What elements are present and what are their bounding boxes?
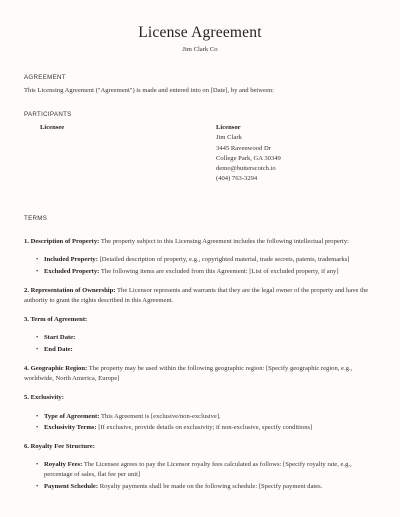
clause-1 — [24, 237, 376, 277]
clause-bullet-item — [38, 345, 376, 355]
clause-bullet-list — [24, 255, 376, 276]
licensee-column — [24, 123, 200, 184]
clause-paragraph — [24, 286, 376, 306]
bullet-text: This Agreement is [exclusive/non-exclusive]. — [100, 412, 221, 420]
bullet-text: The following items are excluded from this Agreement: [List of excluded property, if any] — [100, 267, 339, 275]
clause-text: The property subject to this Licensing Agreement includes the following intellectual property: — [100, 238, 349, 246]
licensor-email: demo@butterscotch.io — [216, 165, 276, 173]
clause-bullet-item — [38, 255, 376, 265]
bullet-label: Start Date: — [44, 334, 76, 342]
agreement-intro: This Licensing Agreement ("Agreement") is made and entered into on [Date], by and between: — [24, 87, 274, 95]
bullet-text: The Licensee agrees to pay the Licensor royalty fees calculated as follows: [Specify royalty rate, e.g., percentage of sales, flat fee per unit] — [44, 461, 352, 479]
clause-paragraph — [24, 237, 376, 247]
clause-2 — [24, 286, 376, 306]
clause-bullet-item — [38, 333, 376, 343]
licensor-name: Jim Clark — [216, 134, 242, 142]
clause-bullet-item — [38, 423, 376, 433]
document-subtitle: Jim Clark Co — [182, 45, 218, 53]
bullet-text: [Detailed description of property, e.g., copyrighted material, trade secrets, patents, trademarks] — [99, 256, 350, 264]
participants-section-label: PARTICIPANTS — [24, 110, 72, 118]
document-title: License Agreement — [138, 24, 262, 41]
clause-bullet-list — [24, 412, 376, 433]
bullet-label: Payment Schedule: — [44, 482, 99, 490]
clause-paragraph — [24, 364, 376, 384]
terms-clauses — [24, 237, 376, 492]
terms-section-label: TERMS — [24, 214, 48, 222]
bullet-label: Type of Agreement: — [44, 412, 100, 420]
clause-bullet-item — [38, 412, 376, 422]
clause-heading: 5. Exclusivity: — [24, 394, 64, 402]
clause-text: The property may be used within the following geographic region: [Specify geographic region, e.g., worldwide, North America, Europe] — [24, 364, 353, 383]
bullet-label: Excluded Property: — [44, 267, 100, 275]
clause-bullet-list — [24, 460, 376, 492]
clause-6 — [24, 442, 376, 492]
bullet-text: Royalty payments shall be made on the following schedule: [Specify payment dates. — [99, 482, 323, 490]
clause-heading: 1. Description of Property: — [24, 238, 100, 246]
licensor-column — [200, 123, 376, 184]
clause-heading: 2. Representation of Ownership: — [24, 286, 116, 294]
clause-text: The Licensor represents and warrants that they are the legal owner of the property and have the authority to grant the rights described in this Agreement. — [24, 286, 369, 305]
clause-heading: 4. Geographic Region: — [24, 364, 88, 372]
agreement-section-label: AGREEMENT — [24, 73, 66, 81]
clause-bullet-list — [24, 333, 376, 354]
licensee-heading: Licensee — [40, 124, 65, 132]
licensor-city: College Park, GA 30349 — [216, 154, 281, 162]
clause-paragraph — [24, 315, 376, 325]
clause-paragraph — [24, 393, 376, 403]
clause-paragraph — [24, 442, 376, 452]
clause-bullet-item — [38, 482, 376, 492]
clause-3 — [24, 315, 376, 355]
bullet-label: Included Property: — [44, 256, 98, 264]
bullet-text: [If exclusive, provide details on exclusivity; if non-exclusive, specify conditions] — [98, 423, 313, 431]
bullet-label: Royalty Fees: — [44, 461, 83, 469]
bullet-label: End Date: — [44, 345, 73, 353]
clause-bullet-item — [38, 460, 376, 480]
clause-4 — [24, 364, 376, 384]
clause-bullet-item — [38, 267, 376, 277]
clause-5 — [24, 393, 376, 433]
licensor-heading: Licensor — [216, 124, 241, 132]
bullet-label: Exclusivity Terms: — [44, 423, 97, 431]
participants-block — [24, 123, 376, 184]
licensor-phone: (404) 763-3294 — [216, 175, 258, 183]
clause-heading: 6. Royalty Fee Structure: — [24, 443, 95, 451]
clause-heading: 3. Term of Agreement: — [24, 316, 88, 324]
licensor-street: 3445 Ravenwood Dr — [216, 144, 271, 152]
